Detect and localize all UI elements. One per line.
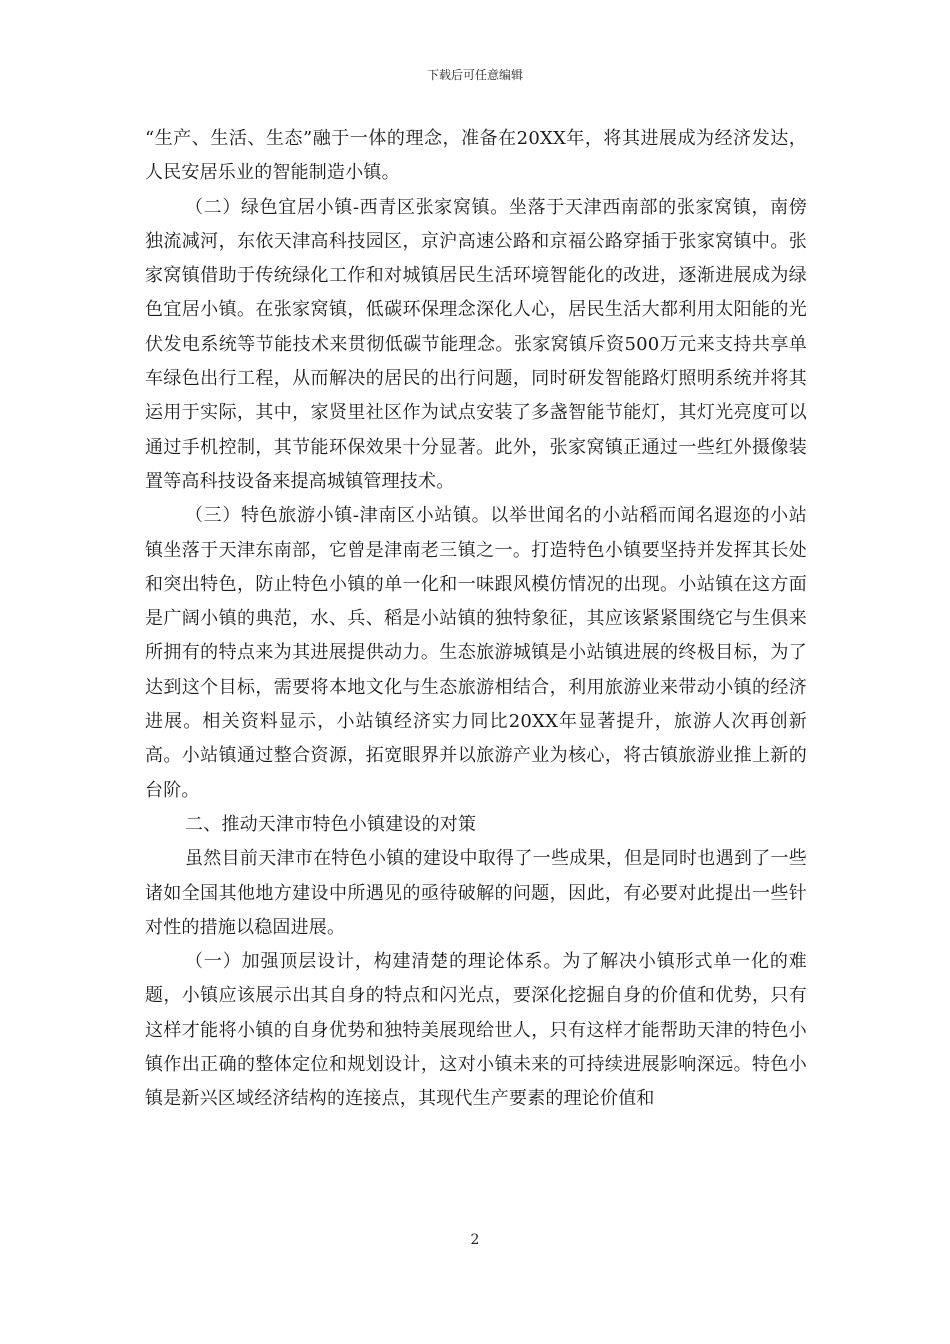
page-header: 下载后可任意编辑 — [426, 68, 523, 82]
paragraph-countermeasures-intro: 虽然目前天津市在特色小镇的建设中取得了一些成果，但是同时也遇到了一些诸如全国其他地方建设中所遇见的亟待破解的问题，因此，有必要对此提出一些针对性的措施以稳固进展。 — [145, 848, 807, 938]
paragraph-xiaozhan-town: （三）特色旅游小镇-津南区小站镇。以举世闻名的小站稻而闻名遐迩的小站镇坐落于天津东南部，它曾是津南老三镇之一。打造特色小镇要坚持并发挥其长处和突出特色，防止特色小镇的单一化和一味跟风模仿情况的出现。小站镇在这方面是广阔小镇的典范，水、兵、稻是小站镇的独特象征，其应该紧紧围绕它与生俱来所拥有的特点来为其进展提供动力。生态旅游城镇是小站镇进展的终极目标，为了达到这个目标，需要将本地文化与生态旅游相结合，利用旅游业来带动小镇的经济进展。相关资料显示，小站镇经济实力同比20XX年显著提升，旅游人次再创新高。小站镇通过整合资源，拓宽眼界并以旅游产业为核心，将古镇旅游业推上新的台阶。 — [145, 505, 807, 801]
paragraph-zhangjiawo-town: （二）绿色宜居小镇-西青区张家窝镇。坐落于天津西南部的张家窝镇，南傍独流减河，东依天津高科技园区，京沪高速公路和京福公路穿插于张家窝镇中。张家窝镇借助于传统绿化工作和对城镇居民生活环境智能化的改进，逐渐进展成为绿色宜居小镇。在张家窝镇，低碳环保理念深化人心，居民生活大都利用太阳能的光伏发电系统等节能技术来贯彻低碳节能理念。张家窝镇斥资500万元来支持共享单车绿色出行工程，从而解决的居民的出行问题，同时研发智能路灯照明系统并将其运用于实际，其中，家贤里社区作为试点安装了多盏智能节能灯，其灯光亮度可以通过手机控制，其节能环保效果十分显著。此外，张家窝镇正通过一些红外摄像装置等高科技设备来提高城镇管理技术。 — [145, 196, 807, 492]
page-number: 2 — [470, 1232, 480, 1248]
section-heading-countermeasures: 二、推动天津市特色小镇建设的对策 — [185, 813, 477, 835]
paragraph-continuation: “生产、生活、生态”融于一体的理念，准备在20XX年，将其进展成为经济发达，人民安居乐业的智能制造小镇。 — [145, 128, 807, 184]
document-body — [145, 122, 807, 1117]
paragraph-top-level-design: （一）加强顶层设计，构建清楚的理论体系。为了解决小镇形式单一化的难题，小镇应该展示出其自身的特点和闪光点，要深化挖掘自身的价值和优势，只有这样才能将小镇的自身优势和独特美展现给世人，只有这样才能帮助天津的特色小镇作出正确的整体定位和规划设计，这对小镇未来的可持续进展影响深远。特色小镇是新兴区域经济结构的连接点，其现代生产要素的理论价值和 — [145, 951, 807, 1110]
